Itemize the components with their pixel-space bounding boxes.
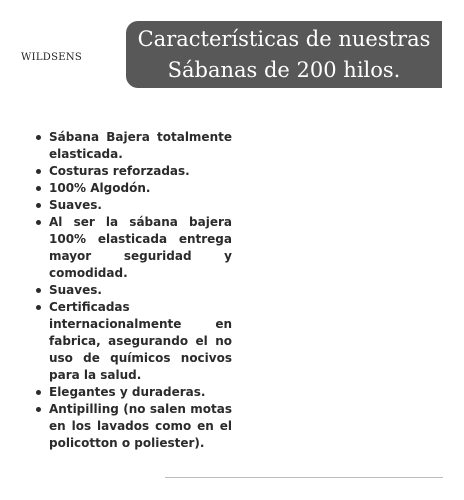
feature-item: Costuras reforzadas. (35, 163, 232, 180)
feature-item: Antipilling (no salen motas en los lavados como en el policotton o poliester). (35, 401, 232, 452)
brand-logo: WILDSENS (21, 52, 83, 63)
feature-item: 100% Algodón. (35, 180, 232, 197)
feature-item: Certificadas internacionalmente en fabrica, asegurando el no uso de químicos nocivos para la salud. (35, 299, 232, 384)
title-line-2: Sábanas de 200 hilos. (167, 58, 401, 82)
divider-line (165, 477, 443, 478)
feature-item: Al ser la sábana bajera 100% elasticada entrega mayor seguridad y comodidad. (35, 214, 232, 282)
feature-item: Suaves. (35, 197, 232, 214)
title-banner (126, 21, 442, 88)
feature-item: Elegantes y duraderas. (35, 384, 232, 401)
feature-item: Sábana Bajera totalmente elasticada. (35, 129, 232, 163)
features-list (35, 129, 232, 452)
feature-item: Suaves. (35, 282, 232, 299)
title-line-1: Características de nuestras (137, 27, 431, 51)
